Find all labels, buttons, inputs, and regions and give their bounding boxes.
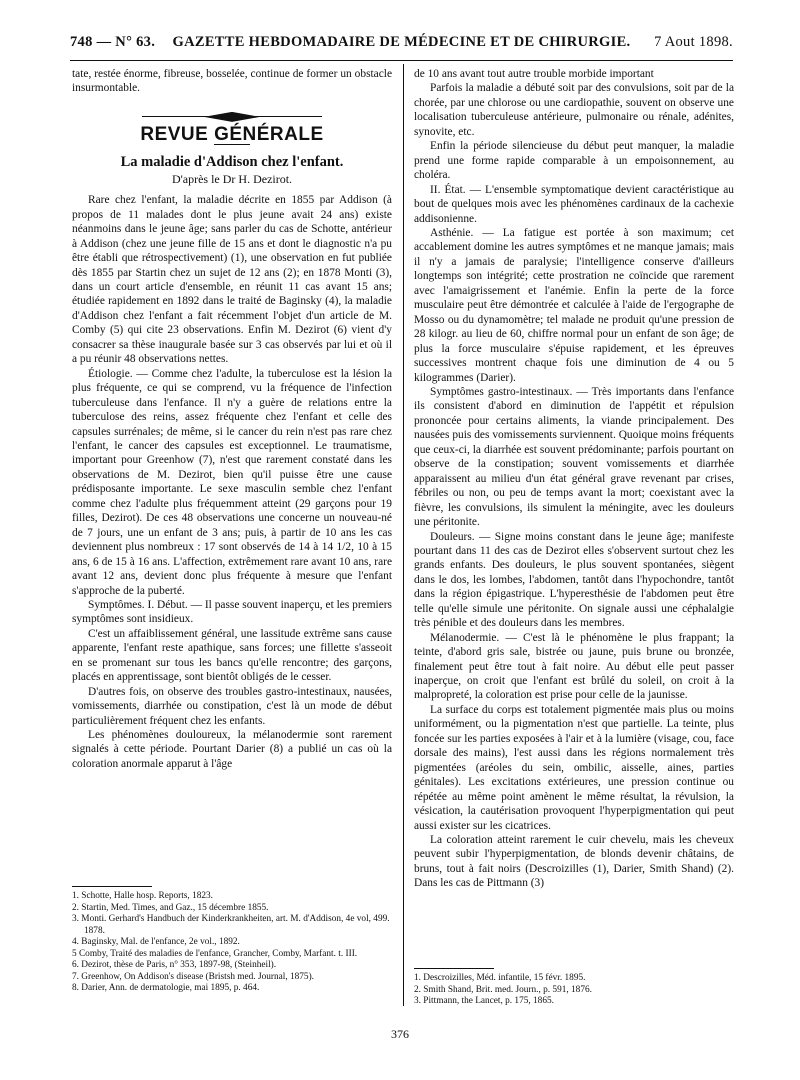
footnote: 8. Darier, Ann. de dermatologie, mai 1895, p. 464. <box>72 983 260 993</box>
paragraph: de 10 ans avant tout autre trouble morbide important <box>414 68 654 80</box>
paragraph: Enfin la période silencieuse du début peut manquer, la maladie prend une forme rapide comparable à un empoisonnement, au choléra. <box>414 140 734 182</box>
article-byline: D'après le Dr H. Dezirot. <box>171 171 293 186</box>
header-rule <box>70 60 733 61</box>
footnote: 2. Smith Shand, Brit. med. Journ., p. 591, 1876. <box>414 984 592 995</box>
footnote: 3. Pittmann, the Lancet, p. 175, 1865. <box>414 996 554 1006</box>
footnotes-left <box>72 891 392 995</box>
paragraph: Symptômes. I. Début. — Il passe souvent inaperçu, et les premiers symptômes sont insidieux. <box>72 598 392 626</box>
section-title: REVUE GÉNÉRALE <box>140 123 324 145</box>
paragraph: La surface du corps est totalement pigmentée mais plus ou moins uniformément, ou la pigmentation n'est que partielle. La teinte, plus foncée sur les parties exposées à l'air et à la lumière (visage, cou, face dorsale des mains), l'est aussi dans les régions normalement très pigmentées (aréoles du sein, ombilic, aisselle, aines, parties génitales). Les excitations extérieures, une pression continue ou répétée au même point amènent le même résultat, la révulsion, la vésication, la cautérisation provoquent l'hyperpigmentation qui peut aussi exister sur les cicatrices. <box>414 703 734 832</box>
page-label: 748 — N° 63. <box>70 34 156 50</box>
footnote: 6. Dezirot, thèse de Paris, n° 353, 1897-98, (Steinheil). <box>72 960 277 970</box>
paragraph: Asthénie. — La fatigue est portée à son maximum; cet accablement domine les autres symptômes et ne manque jamais; mais il n'y a jamais de paralysie; l'intelligence conserve d'ailleurs longtemps son intégrité; cette prostration ne coïncide que rarement avec l'amaigrissement et l'anémie. Enfin la perte de la force musculaire peut être démontrée et calculée à l'aide de l'ergographe de Mosso ou du dynamomètre; tel malade ne produit qu'une pression de 28 kilogr. au lieu de 60, chiffre normal pour un enfant de son âge; de plus la force musculaire s'épuise rapidement, et les épreuves successives montrent chaque fois une diminution de 4 ou 5 kilogrammes (Darier). <box>414 226 734 384</box>
footnote-rule <box>414 968 494 969</box>
footnote: 4. Baginsky, Mal. de l'enfance, 2e vol., 1892. <box>72 937 240 947</box>
footnote: 2. Startin, Med. Times, and Gaz., 15 décembre 1855. <box>72 902 269 913</box>
issue-date: 7 Aout 1898. <box>654 34 733 50</box>
footnote: 1. Schotte, Halle hosp. Reports, 1823. <box>72 891 213 901</box>
footnote-rule <box>72 886 152 887</box>
page-number: 376 <box>391 1027 409 1041</box>
paragraph: C'est un affaiblissement général, une lassitude extrême sans cause apparente, l'enfant reste apathique, sans forces; une fillette s'asseoit en se promenant sur tous les bancs qu'elle rencontre; des garçons, placés en apprentissage, sont bientôt obligés de le cesser. <box>72 627 392 684</box>
column-divider <box>403 64 404 1006</box>
article-title: La maladie d'Addison chez l'enfant. <box>120 154 344 171</box>
paragraph: La coloration atteint rarement le cuir chevelu, mais les cheveux peuvent subir l'hyperpigmentation, de blonds devenir châtains, de bruns, tout à fait noirs (Descroizilles (1), Darier, Smith Shand) (2). Dans les cas de Pittmann (3) <box>414 834 734 890</box>
running-header <box>70 34 733 54</box>
ornament-rule <box>142 112 322 122</box>
paragraph: Symptômes gastro-intestinaux. — Très importants dans l'enfance ils consistent d'abord en diminution de l'appétit et répulsion prononcée pour certains aliments, la viande principalement. Des nausées puis des vomissements surviennent. Quoique moins fréquents que ceux-ci, la diarrhée est souvent prédominante; parfois pourtant on observe de la constipation; souvent vomissements et diarrhée apparaissent au milieu d'un état général grave revenant par crises, fébriles ou non, ou peu de temps avant la mort; coexistant avec la fièvre, les convulsions, ils simulent la méningite, avec les douleurs une péritonite. <box>414 385 734 529</box>
paragraph: Étiologie. — Comme chez l'adulte, la tuberculose est la lésion la plus fréquente, ce qui se comprend, vu la fréquence de l'infection tuberculeuse dans l'enfance. Il n'y a guère de relations entre la tuberculose des reins, assez fréquente chez l'enfant et celle des capsules surrénales; de même, si le cancer du rein n'est pas rare chez l'enfant, le cancer des capsules est exceptionnel. Le traumatisme, important pour Greenhow (7), n'est que rarement constaté dans les observations de M. Dezirot, bien qu'il puisse être une cause prédisposante importante. Le sexe masculin semble chez l'enfant comme chez l'adulte plus fréquemment atteint (29 garçons pour 19 filles, Dezirot). De ces 48 observations une concerne un nouveau-né de 7 jours, une un enfant de 3 ans; puis, à partir de 10 ans les cas deviennent plus nombreux : 17 sont observés de 14 à 14 1/2, 10 à 15 ans, 6 de 15 à 16 ans. L'affection, extrêmement rare avant 10 ans, rare avant 12 ans, devient donc plus fréquente à mesure que l'enfant s'approche de la puberté. <box>72 367 392 597</box>
continued-paragraph: tate, restée énorme, fibreuse, bosselée, continue de former un obstacle insurmontable. <box>72 68 392 95</box>
journal-title: GAZETTE HEBDOMADAIRE DE MÉDECINE ET DE CHIRURGIE. <box>172 34 631 50</box>
footnote: 3. Monti. Gerhard's Handbuch der Kinderkrankheiten, art. M. d'Addison, 4e vol, 499. 1878. <box>72 914 390 936</box>
paragraph: Douleurs. — Signe moins constant dans le jeune âge; manifeste pourtant dans 11 des cas de Dezirot elles s'observent surtout chez les grands enfants. Des douleurs, le plus souvent spontanées, siègent dans le dos, les lombes, l'abdomen, tantôt dans l'hypochondre, tantôt dans la région épigastrique. L'hyperesthésie de l'abdomen peut être telle qu'elle simule une péritonite. On signale aussi une céphalalgie très pénible et des douleurs dans les membres. <box>414 530 734 630</box>
left-column <box>72 67 392 771</box>
footnote: 7. Greenhow, On Addison's disease (Bristsh med. Journal, 1875). <box>72 971 314 982</box>
paragraph: Parfois la maladie a débuté soit par des convulsions, soit par de la chorée, par une chlorose ou une cardiopathie, souvent on observe une localisation tuberculeuse antérieure, pulmonaire ou rénale, adénites, synovite, etc. <box>414 82 734 138</box>
footnote: 1. Descroizilles, Méd. infantile, 15 févr. 1895. <box>414 973 586 983</box>
paragraph: Rare chez l'enfant, la maladie décrite en 1855 par Addison (à propos de 11 malades dont le plus jeune avait 24 ans) existe néanmoins dans le jeune âge; sans parler du cas de Schotte, antérieur à Addison (chez une jeune fille de 15 ans et dont le diagnostic n'a pu être établi que rétrospectivement) (1), une observation en fut publiée dès 1855 par Startin chez un sujet de 12 ans (2); en 1878 Monti (3), dans un court article d'ensemble, en réunit 11 cas avant 15 ans; étudiée rapidement en 1892 dans le traité de Baginsky (4), la maladie d'Addison chez l'enfant a fait récemment l'objet d'un article de M. Comby (5) qui cite 23 observations. Enfin M. Dezirot (6) vient d'y consacrer sa thèse inaugurale basée sur 3 cas observés par lui et où il a pu réunir 48 observations nettes. <box>72 194 392 366</box>
paragraph: Mélanodermie. — C'est là le phénomène le plus frappant; la teinte, d'abord gris sale, bistrée ou jaune, puis brune ou bronzée, finalement peut être tout à fait noire. Au début elle peut passer inaperçue, on croit que l'enfant est brûlé du soleil, on croit à la malpropreté, la coloration est prise pour celle de la jaunisse. <box>414 631 734 702</box>
footnotes-right <box>414 973 734 1008</box>
right-column <box>414 67 734 891</box>
paragraph: D'autres fois, on observe des troubles gastro-intestinaux, nausées, vomissements, diarrhée ou constipation, c'est là un mode de début particulièrement fréquent chez les enfants. <box>72 685 392 727</box>
footnote: 5 Comby, Traité des maladies de l'enfance, Grancher, Comby, Marfant. t. III. <box>72 948 358 959</box>
paragraph: Les phénomènes douloureux, la mélanodermie sont rarement signalés à cette période. Pourtant Darier (8) a publié un cas où la coloration anormale apparut à l'âge <box>72 729 392 770</box>
paragraph: II. État. — L'ensemble symptomatique devient caractéristique au bout de quelques mois avec les phénomènes cardinaux de la cachexie addisonienne. <box>414 183 734 225</box>
